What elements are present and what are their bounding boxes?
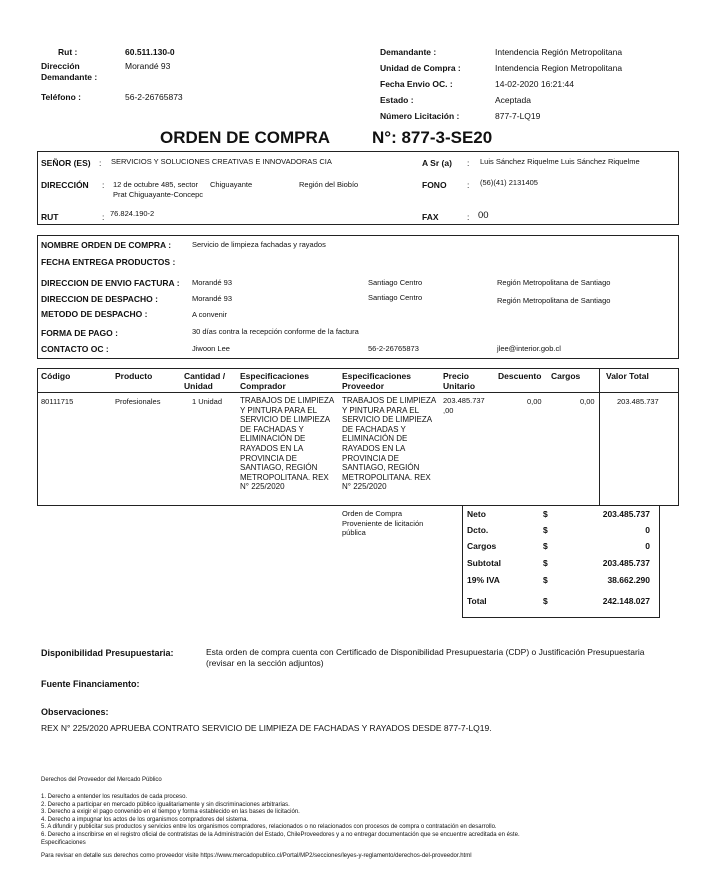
fuente-label: Fuente Financiamento: <box>41 679 140 689</box>
totals-value: 203.485.737 <box>602 509 650 519</box>
rut-value: 60.511.130-0 <box>125 47 175 57</box>
contacto-label: CONTACTO OC : <box>41 344 109 354</box>
colon: : <box>102 180 105 190</box>
col-esp-comprador: Especificaciones Comprador <box>240 371 309 391</box>
col-precio: Precio Unitario <box>443 371 476 391</box>
region-value: Región del Biobío <box>299 180 359 189</box>
fax-label: FAX <box>422 212 439 222</box>
items-header-divider <box>37 392 678 393</box>
derecho-item: 4. Derecho a impugnar los actos de los organismos compradores del sistema. <box>41 816 249 823</box>
fecha-envio-value: 14-02-2020 16:21:44 <box>495 79 574 89</box>
disponibilidad-label: Disponibilidad Presupuestaria: <box>41 648 174 658</box>
totals-label: Total <box>467 596 487 606</box>
contacto-value: Jiwoon Lee <box>192 344 230 353</box>
items-column-divider <box>599 368 600 505</box>
item-cantidad: 1 Unidad <box>192 397 223 406</box>
col-codigo: Código <box>41 371 71 381</box>
item-esp-comprador: TRABAJOS DE LIMPIEZA Y PINTURA PARA EL SERVICIO DE LIMPIEZA DE FACHADAS Y ELIMINACIÓN DE RAYADOS EN LA PROVINCIA DE SANTIAGO, REGIÓN METROPOLITANA. REX N° 225/2020 <box>240 396 334 492</box>
totals-label: 19% IVA <box>467 575 500 585</box>
totals-value: 242.148.027 <box>602 596 650 606</box>
telefono-label: Teléfono : <box>41 92 81 102</box>
colon: : <box>102 212 105 222</box>
senor-value: SERVICIOS Y SOLUCIONES CREATIVAS E INNOVADORAS CIA <box>111 157 332 166</box>
demandante-value: Intendencia Región Metropolitana <box>495 47 623 57</box>
envio-factura-label: DIRECCION DE ENVIO FACTURA : <box>41 278 180 288</box>
metodo-despacho-label: METODO DE DESPACHO : <box>41 309 148 319</box>
derecho-item: 5. A difundir y publicitar sus productos y servicios entre los organismos compradores, relacionados o no relacionados con procesos de compra o contratación en desarrollo. <box>41 824 497 831</box>
item-nota: Orden de Compra Proveniente de licitación pública <box>342 509 424 538</box>
colon: : <box>99 158 102 168</box>
item-cargos: 0,00 <box>580 397 595 406</box>
totals-currency: $ <box>543 596 548 606</box>
col-valor-total: Valor Total <box>606 371 649 381</box>
colon: : <box>467 212 470 222</box>
forma-pago-value: 30 días contra la recepción conforme de la factura <box>192 327 359 336</box>
estado-label: Estado : <box>380 95 414 105</box>
col-esp-proveedor: Especificaciones Proveedor <box>342 371 411 391</box>
direccion-demandante-label: Dirección Demandante : <box>41 61 98 82</box>
derecho-item: 6. Derecho a inscribirse en el registro oficial de contratistas de la Administración del Estado, ChileProveedores y a no entregar documentación que se encuentre acreditada en éste. <box>41 831 520 838</box>
estado-value: Aceptada <box>495 95 531 105</box>
despacho-value: Morandé 93 <box>192 294 233 303</box>
observaciones-value: REX N° 225/2020 APRUEBA CONTRATO SERVICIO DE LIMPIEZA DE FACHADAS Y RAYADOS DESDE 877-7-LQ19. <box>41 723 492 733</box>
licitacion-label: Número Licitación : <box>380 111 460 121</box>
comuna-value: Chiguayante <box>210 180 253 189</box>
asr-value: Luis Sánchez Riquelme Luis Sánchez Riquelme <box>480 157 640 166</box>
item-esp-proveedor: TRABAJOS DE LIMPIEZA Y PINTURA PARA EL SERVICIO DE LIMPIEZA DE FACHADAS Y ELIMINACIÓN DE RAYADOS EN LA PROVINCIA DE SANTIAGO, REGIÓN METROPOLITANA. REX N° 225/2020 <box>342 396 436 492</box>
col-producto: Producto <box>115 371 153 381</box>
direccion-demandante-value: Morandé 93 <box>125 61 171 71</box>
metodo-despacho-value: A convenir <box>192 310 228 319</box>
direccion-label: DIRECCIÓN <box>41 180 89 190</box>
unidad-compra-label: Unidad de Compra : <box>380 63 461 73</box>
despacho-region: Región Metropolitana de Santiago <box>497 296 611 305</box>
fecha-envio-label: Fecha Envio OC. : <box>380 79 453 89</box>
envio-factura-comuna: Santiago Centro <box>368 278 423 287</box>
observaciones-label: Observaciones: <box>41 707 109 717</box>
page-title: ORDEN DE COMPRA <box>160 128 331 147</box>
col-cargos: Cargos <box>551 371 581 381</box>
fono-label: FONO <box>422 180 447 190</box>
colon: : <box>467 180 470 190</box>
licitacion-value: 877-7-LQ19 <box>495 111 541 121</box>
totals-currency: $ <box>543 525 548 535</box>
despacho-comuna: Santiago Centro <box>368 293 423 302</box>
telefono-value: 56-2-26765873 <box>125 92 183 102</box>
derecho-item: 3. Derecho a exigir el pago convenido en el tiempo y forma establecido en las bases de licitación. <box>41 809 300 816</box>
totals-currency: $ <box>543 558 548 568</box>
item-descuento: 0,00 <box>527 397 542 406</box>
item-codigo: 80111715 <box>41 397 74 406</box>
direccion-value: 12 de octubre 485, sector Prat Chiguayante-Concepc <box>113 180 204 199</box>
fecha-entrega-label: FECHA ENTREGA PRODUCTOS : <box>41 257 176 267</box>
derecho-item: 1. Derecho a entender los resultados de cada proceso. <box>41 794 188 800</box>
despacho-label: DIRECCION DE DESPACHO : <box>41 294 158 304</box>
derechos-list <box>41 794 681 847</box>
fax-value: 00 <box>478 210 489 221</box>
demandante-label: Demandante : <box>380 47 437 57</box>
col-descuento: Descuento <box>498 371 542 381</box>
totals-value: 0 <box>645 525 650 535</box>
envio-factura-value: Morandé 93 <box>192 278 233 287</box>
unidad-compra-value: Intendencia Region Metropolitana <box>495 63 623 73</box>
fono-value: (56)(41) 2131405 <box>480 178 538 187</box>
envio-factura-region: Región Metropolitana de Santiago <box>497 278 611 287</box>
item-valor: 203.485.737 <box>617 397 659 406</box>
rut-proveedor-label: RUT <box>41 212 59 222</box>
colon: : <box>467 158 470 168</box>
item-producto: Profesionales <box>115 397 161 406</box>
rut-proveedor-value: 76.824.190-2 <box>110 209 155 218</box>
order-number: N°: 877-3-SE20 <box>372 128 493 147</box>
item-precio: 203.485.737 ,00 <box>443 396 485 415</box>
derecho-item: 2. Derecho a participar en mercado público igualitariamente y sin discriminaciones arbitrarias. <box>41 801 290 808</box>
contacto-phone: 56-2-26765873 <box>368 344 419 353</box>
nombre-orden-label: NOMBRE ORDEN DE COMPRA : <box>41 240 172 250</box>
totals-label: Dcto. <box>467 525 489 535</box>
totals-label: Subtotal <box>467 558 501 568</box>
derecho-item: Especificaciones <box>41 839 86 846</box>
col-cantidad: Cantidad / Unidad <box>184 371 226 391</box>
totals-value: 38.662.290 <box>607 575 650 585</box>
totals-currency: $ <box>543 509 548 519</box>
derechos-title: Derechos del Proveedor del Mercado Público <box>41 777 162 783</box>
nombre-orden-value: Servicio de limpieza fachadas y rayados <box>192 240 326 249</box>
totals-label: Cargos <box>467 541 497 551</box>
totals-label: Neto <box>467 509 486 519</box>
forma-pago-label: FORMA DE PAGO : <box>41 328 118 338</box>
contacto-email: jlee@interior.gob.cl <box>497 344 561 353</box>
asr-label: A Sr (a) <box>422 158 452 168</box>
disponibilidad-value: Esta orden de compra cuenta con Certificado de Disponibilidad Presupuestaria (CDP) o Justificación Presupuestaria (revisar en la sección adjuntos) <box>206 647 645 668</box>
rut-label: Rut : <box>58 47 78 57</box>
totals-currency: $ <box>543 541 548 551</box>
totals-value: 0 <box>645 541 650 551</box>
totals-currency: $ <box>543 575 548 585</box>
derechos-link[interactable]: Para revisar en detalle sus derechos como proveedor visite https://www.mercadopublico.cl/Portal/MP2/secciones/leyes-y-reglamento/derechos-del-proveedor.html <box>41 853 472 859</box>
senor-label: SEÑOR (ES) <box>41 158 91 168</box>
totals-value: 203.485.737 <box>602 558 650 568</box>
